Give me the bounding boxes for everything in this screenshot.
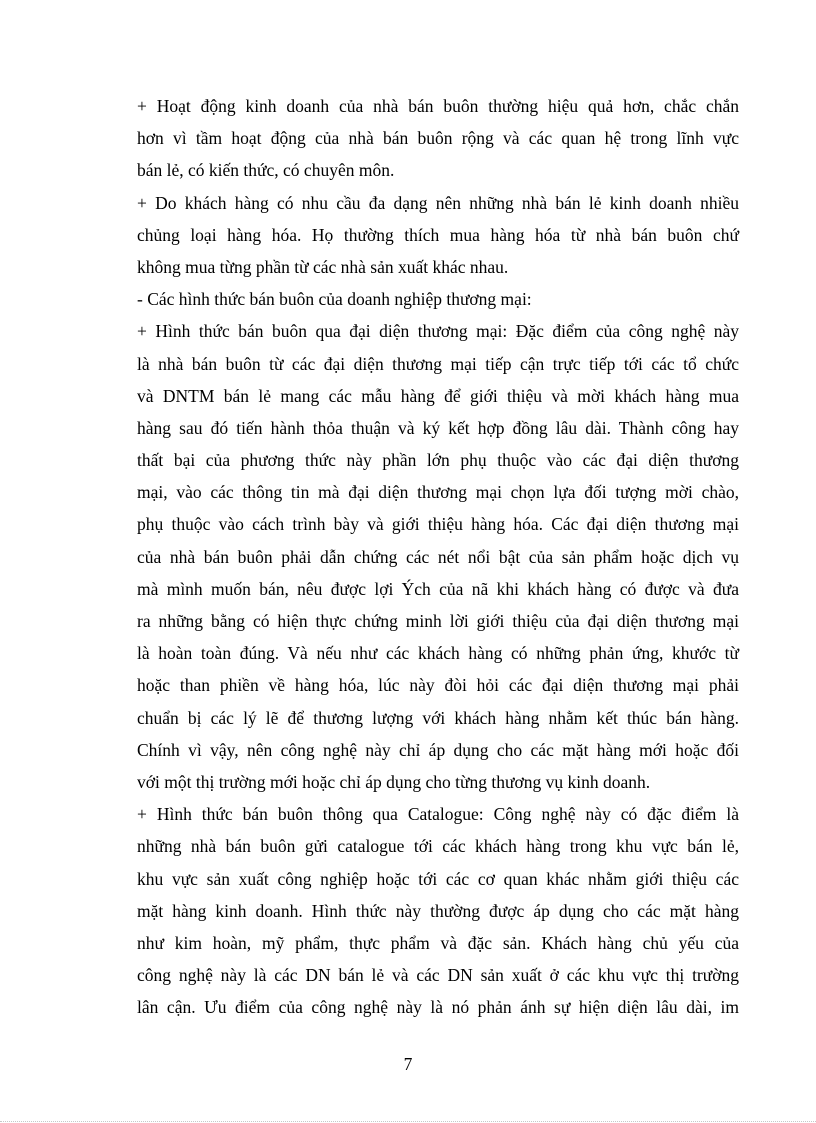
text-line: mặt hàng kinh doanh. Hình thức này thường được áp dụng cho các mặt hàng <box>137 900 739 921</box>
text-line: của nhà bán buôn phải dẫn chứng các nét nổi bật của sản phẩm hoặc dịch vụ <box>137 546 739 567</box>
text-line: là hoàn toàn đúng. Và nếu như các khách hàng có những phản ứng, khước từ <box>137 643 739 664</box>
page-number: 7 <box>403 1054 413 1074</box>
text-line: chuẩn bị các lý lẽ để thương lượng với khách hàng nhằm kết thúc bán hàng. <box>137 707 739 728</box>
paragraph <box>137 315 739 798</box>
paragraph <box>137 90 739 187</box>
paragraph <box>137 187 739 284</box>
text-line: phụ thuộc vào cách trình bày và giới thiệu hàng hóa. Các đại diện thương mại <box>137 514 739 535</box>
text-line: mại, vào các thông tin mà đại diện thương mại chọn lựa đối tượng mời chào, <box>137 482 739 503</box>
paragraph <box>137 798 739 1023</box>
text-line: + Hình thức bán buôn qua đại diện thương mại: Đặc điểm của công nghệ này <box>137 321 739 342</box>
document-body <box>137 90 739 1023</box>
text-line: mà mình muốn bán, nêu được lợi Ých của nã khi khách hàng có được và đưa <box>137 578 739 599</box>
text-line: hoặc than phiền về hàng hóa, lúc này đòi hỏi các đại diện thương mại phải <box>137 675 739 696</box>
text-line: như kim hoàn, mỹ phẩm, thực phẩm và đặc sản. Khách hàng chủ yếu của <box>137 932 739 953</box>
text-line: + Do khách hàng có nhu cầu đa dạng nên những nhà bán lẻ kinh doanh nhiều <box>137 192 739 213</box>
text-line: ra những bằng có hiện thực chứng minh lời giới thiệu của đại diện thương mại <box>137 611 739 631</box>
text-line: bán lẻ, có kiến thức, có chuyên môn. <box>137 160 395 181</box>
text-line: thất bại của phương thức này phần lớn phụ thuộc vào các đại diện thương <box>137 450 739 471</box>
text-line: những nhà bán buôn gửi catalogue tới các khách hàng trong khu vực bán lẻ, <box>137 836 739 857</box>
text-line: không mua từng phần từ các nhà sản xuất khác nhau. <box>137 256 509 277</box>
text-line: là nhà bán buôn từ các đại diện thương mại tiếp cận trực tiếp tới các tổ chức <box>137 353 739 374</box>
text-line: khu vực sản xuất công nghiệp hoặc tới các cơ quan khác nhằm giới thiệu các <box>137 868 739 889</box>
text-line: với một thị trường mới hoặc chỉ áp dụng cho từng thương vụ kinh doanh. <box>137 771 651 792</box>
text-line: + Hoạt động kinh doanh của nhà bán buôn thường hiệu quả hơn, chắc chắn <box>137 96 739 116</box>
paragraph <box>137 283 739 315</box>
text-line: công nghệ này là các DN bán lẻ và các DN sản xuất ở các khu vực thị trường <box>137 965 739 986</box>
text-line: Chính vì vậy, nên công nghệ này chỉ áp dụng cho các mặt hàng mới hoặc đối <box>137 739 739 760</box>
text-line: hơn vì tầm hoạt động của nhà bán buôn rộng và các quan hệ trong lĩnh vực <box>137 128 739 149</box>
page-bottom-edge <box>0 1121 816 1122</box>
text-line: và DNTM bán lẻ mang các mẫu hàng để giới thiệu và mời khách hàng mua <box>137 385 739 406</box>
text-line: - Các hình thức bán buôn của doanh nghiệp thương mại: <box>137 289 532 310</box>
text-line: lân cận. Ưu điểm của công nghệ này là nó phản ánh sự hiện diện lâu dài, im <box>137 997 739 1018</box>
text-line: hàng sau đó tiến hành thỏa thuận và ký kết hợp đồng lâu dài. Thành công hay <box>137 417 739 438</box>
text-line: + Hình thức bán buôn thông qua Catalogue: Công nghệ này có đặc điểm là <box>137 804 739 825</box>
text-line: chủng loại hàng hóa. Họ thường thích mua hàng hóa từ nhà bán buôn chứ <box>137 224 739 245</box>
